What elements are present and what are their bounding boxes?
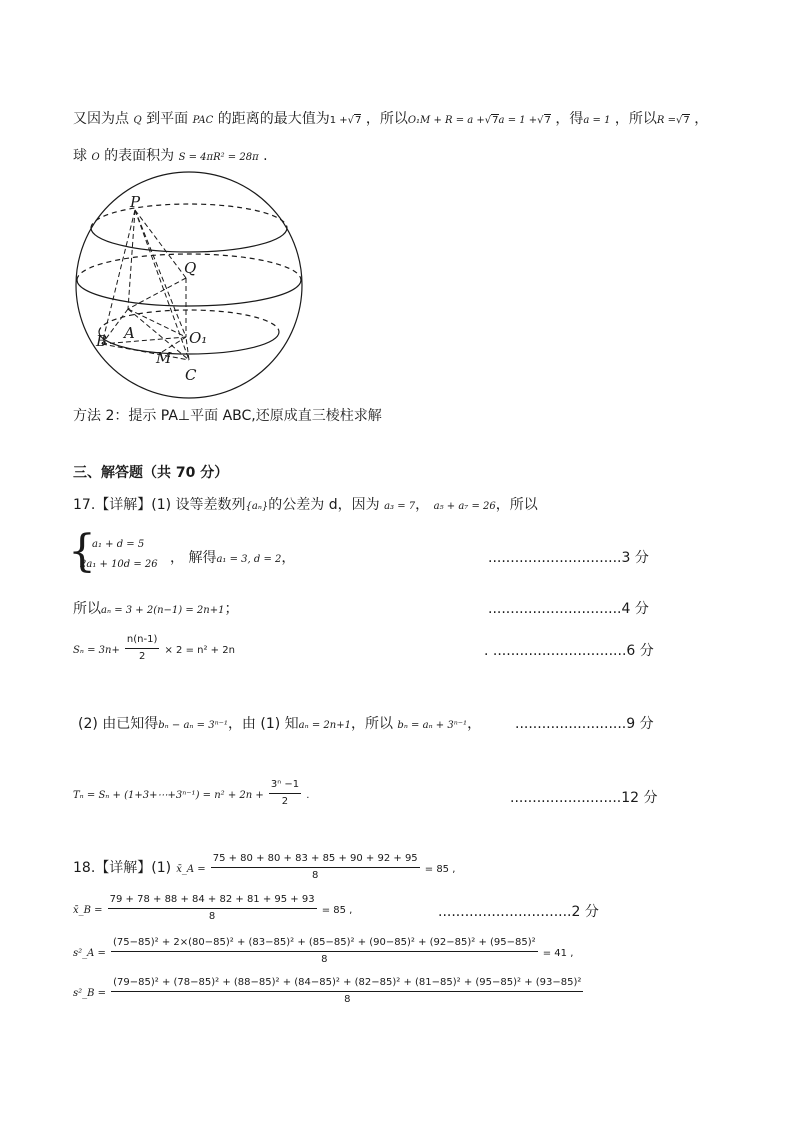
q18-xa: 18.【详解】(1) x̄_A = $\frac{75 + 80 + 80 + 83 + 85 + 90 + 92 + 95}{8}$ = 85 , <box>73 851 455 884</box>
q17-sn: Sₙ = 3n+ $\frac{n(n-1)}{2}$ × 2 = n² + 2n <box>73 632 235 665</box>
top-circle-front <box>91 228 287 252</box>
edge-pa <box>128 210 135 309</box>
q17-an: 所以aₙ = 3 + 2(n−1) = 2n+1； <box>73 601 239 617</box>
sphere-figure <box>74 170 314 402</box>
xa-fraction: $\frac{75 + 80 + 80 + 83 + 85 + 90 + 92 + 95}{8}$ <box>212 853 418 881</box>
xb-fraction: $\frac{79 + 78 + 88 + 84 + 82 + 81 + 95 + 93}{8}$ <box>109 894 315 922</box>
method-2-hint: 方法 2：提示 PA⊥平面 ABC,还原成直三棱柱求解 <box>73 408 382 424</box>
section-title: 三、解答题（共 70 分） <box>73 465 229 481</box>
edge-ao1 <box>128 309 186 337</box>
sn-fraction: $\frac{n(n-1)}{2}$ <box>126 634 158 662</box>
label-o1: O₁ <box>189 329 208 347</box>
edge-bo1 <box>102 337 186 344</box>
score-3: ..............................3 分 <box>488 550 649 566</box>
q18-xb: x̄_B = $\frac{79 + 78 + 88 + 84 + 82 + 81 + 95 + 93}{8}$ = 85 , <box>73 892 352 925</box>
edge-po1 <box>135 210 186 337</box>
label-p: P <box>130 193 141 211</box>
label-a: A <box>124 324 135 342</box>
middle-circle-front <box>77 280 301 306</box>
sphere-outline <box>76 172 302 398</box>
sa-fraction: (75−85)² + 2×(80−85)² + (83−85)² + (85−85)² + (90−85)² + (92−85)² + (95−85)² 8 <box>113 937 536 965</box>
q17-header: 17.【详解】(1) 设等差数列{aₙ}的公差为 d，因为 a₃ = 7， a₅ + a₇ = 26，所以 <box>73 497 538 513</box>
label-b: B <box>96 332 108 350</box>
paragraph-surface-area: 球 O 的表面积为 S = 4πR² = 28π . <box>73 148 268 164</box>
score-4: ..............................4 分 <box>488 601 649 617</box>
top-circle-back <box>91 204 287 228</box>
score-2: ..............................2 分 <box>438 904 599 920</box>
score-9: .........................9 分 <box>515 716 654 732</box>
system-eq-2: 2a₁ + 10d = 26 <box>80 559 158 570</box>
label-c: C <box>185 366 197 384</box>
q18-sa: s²_A = (75−85)² + 2×(80−85)² + (83−85)² + (85−85)² + (90−85)² + (92−85)² + (95−85)² 8 = 41 , <box>73 935 573 968</box>
label-m: M <box>156 349 172 367</box>
q17-tn: Tₙ = Sₙ + (1+3+⋯+3ⁿ⁻¹) = n² + 2n + $\frac{\text{3ⁿ −1}}{2}$ . <box>73 777 309 810</box>
score-12: .........................12 分 <box>510 790 658 806</box>
system-brace: { <box>68 526 96 577</box>
q17-solve: ， 解得a₁ = 3, d = 2， <box>170 550 296 566</box>
edge-qa <box>128 278 186 309</box>
q17-part2: (2) 由已知得bₙ − aₙ = 3ⁿ⁻¹，由 (1) 知aₙ = 2n+1，所以 bₙ = aₙ + 3ⁿ⁻¹， <box>78 716 482 732</box>
edge-pq <box>135 210 186 278</box>
q18-sb: s²_B = (79−85)² + (78−85)² + (88−85)² + (84−85)² + (82−85)² + (81−85)² + (95−85)² + (93−85)² 8 <box>73 975 583 1008</box>
edge-bc <box>102 344 189 360</box>
label-q: Q <box>184 259 197 277</box>
system-eq-1: a₁ + d = 5 <box>92 539 145 550</box>
paragraph-max-distance: 又因为点 Q 到平面 PAC 的距离的最大值为1 +√7 ，所以O₁M + R = a +√7a = 1 +√7 ，得a = 1 ，所以R =√7 ， <box>73 111 709 127</box>
score-6: . ..............................6 分 <box>484 643 654 659</box>
sb-fraction: (79−85)² + (78−85)² + (88−85)² + (84−85)² + (82−85)² + (81−85)² + (95−85)² + (93−85)² 8 <box>113 977 582 1005</box>
tn-fraction: $\frac{\text{3ⁿ −1}}{2}$ <box>270 779 300 807</box>
